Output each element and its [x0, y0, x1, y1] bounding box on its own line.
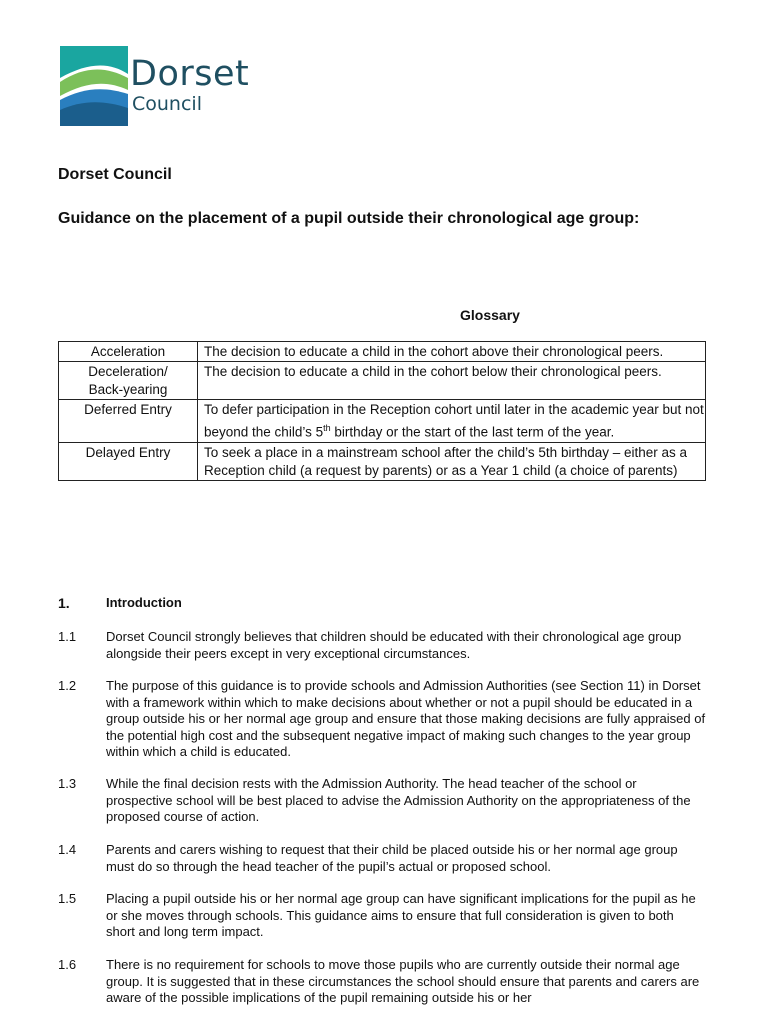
paragraph-number: 1.3 [58, 776, 77, 791]
paragraph-text: The purpose of this guidance is to provide schools and Admission Authorities (see Section 11) in Dorset with a framework within which to make decisions about whether or not a pupil should be educated in a group outside his or her normal age group and ensure that those making decisions are fully appraised of the potential high cost and the subsequent negative impact of making such changes to the year group within which a child is educated. [106, 678, 706, 759]
paragraph-text: Parents and carers wishing to request that their child be placed outside his or her normal age group must do so through the head teacher of the pupil’s actual or proposed school. [106, 842, 678, 874]
paragraph-number: 1.5 [58, 891, 77, 906]
glossary-definition: The decision to educate a child in the cohort above their chronological peers. [198, 342, 706, 362]
section-heading: Introduction [106, 595, 182, 610]
paragraph-text: While the final decision rests with the Admission Authority. The head teacher of the school or prospective school will be best placed to advise the Admission Authority on the appropriateness of the proposed course of action. [106, 776, 691, 824]
dorset-council-logo [58, 44, 248, 128]
section-number: 1. [58, 595, 70, 611]
glossary-definition: The decision to educate a child in the cohort below their chronological peers. [198, 362, 706, 400]
glossary-term: Deferred Entry [59, 400, 198, 443]
glossary-row [59, 342, 706, 362]
paragraph-number: 1.1 [58, 629, 77, 644]
logo-wordmark: Dorset [130, 54, 250, 94]
paragraph-number: 1.2 [58, 678, 77, 693]
paragraph-text: Dorset Council strongly believes that children should be educated with their chronological age group alongside their peers except in very exceptional circumstances. [106, 629, 682, 661]
glossary-table [58, 341, 706, 481]
glossary-term: Acceleration [59, 342, 198, 362]
glossary-row [59, 400, 706, 443]
paragraph-number: 1.6 [58, 957, 77, 972]
document-title: Guidance on the placement of a pupil outside their chronological age group: [58, 210, 640, 227]
glossary-heading: Glossary [460, 307, 520, 323]
paragraph-number: 1.4 [58, 842, 77, 857]
glossary-row [59, 362, 706, 400]
glossary-term: Deceleration/ Back-yearing [59, 362, 198, 400]
organisation-heading: Dorset Council [58, 166, 172, 183]
logo-subtitle: Council [132, 93, 202, 115]
glossary-term: Delayed Entry [59, 442, 198, 480]
paragraph-text: Placing a pupil outside his or her normal age group can have significant implications for the pupil as he or she moves through schools. This guidance aims to ensure that full consideration is given to both short and long term impact. [106, 891, 696, 939]
glossary-definition: To defer participation in the Reception cohort until later in the academic year but not beyond the child’s 5th birthday or the start of the last term of the year. [198, 400, 706, 443]
dorset-logo-mark-icon [58, 44, 130, 128]
glossary-row [59, 442, 706, 480]
glossary-definition: To seek a place in a mainstream school after the child’s 5th birthday – either as a Reception child (a request by parents) or as a Year 1 child (a choice of parents) [198, 442, 706, 480]
paragraph-text: There is no requirement for schools to move those pupils who are currently outside their normal age group. It is suggested that in these circumstances the school should ensure that parents and carers are aware of the possible implications of the pupil remaining outside his or her [106, 957, 700, 1005]
